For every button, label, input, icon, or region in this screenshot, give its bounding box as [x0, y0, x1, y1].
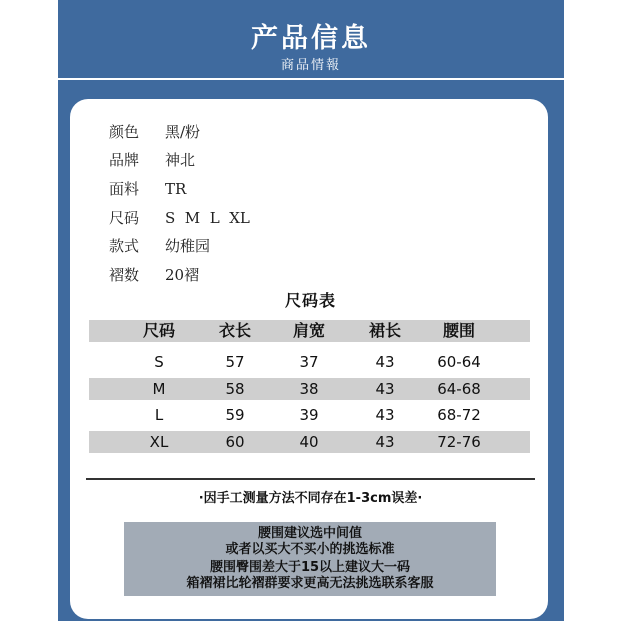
page-subtitle: 商品情報: [280, 58, 341, 73]
table-row: [89, 378, 530, 400]
cell-waist: 72-76: [437, 433, 481, 451]
table-row: [89, 351, 530, 373]
attribute-value: 黑/粉: [165, 123, 201, 141]
cell-skirt-length: 43: [375, 433, 395, 451]
cell-size: M: [152, 380, 166, 398]
size-advice-box: [124, 522, 496, 596]
header-divider: [58, 78, 564, 80]
attribute-label: 款式: [109, 237, 140, 255]
header-cell-skirt-length: 裙长: [368, 321, 401, 340]
advice-line: 或者以买大不买小的挑选标准: [225, 542, 395, 557]
header-cell-size: 尺码: [142, 321, 175, 340]
attribute-label: 颜色: [109, 123, 140, 141]
attribute-value: 幼稚园: [165, 237, 211, 255]
cell-length: 58: [225, 380, 245, 398]
attribute-row-sizes: [109, 207, 250, 228]
page-title: 产品信息: [251, 23, 371, 54]
attribute-row-brand: [109, 149, 195, 170]
attribute-value: 20褶: [165, 266, 200, 284]
attribute-row-color: [109, 121, 200, 142]
attribute-row-fabric: [109, 178, 186, 199]
attribute-label: 品牌: [109, 151, 140, 169]
cell-shoulder: 38: [299, 380, 319, 398]
attribute-label: 褶数: [109, 266, 140, 284]
cell-waist: 64-68: [437, 380, 481, 398]
cell-skirt-length: 43: [375, 353, 395, 371]
cell-skirt-length: 43: [375, 406, 395, 424]
attribute-label: 面料: [109, 180, 140, 198]
advice-line: 腰围臀围差大于15以上建议大一码: [209, 560, 411, 575]
header-cell-waist: 腰围: [442, 321, 475, 340]
cell-length: 60: [225, 433, 245, 451]
attribute-row-pleats: [109, 264, 199, 285]
cell-length: 57: [225, 353, 245, 371]
section-divider: [86, 478, 535, 480]
cell-waist: 60-64: [437, 353, 481, 371]
advice-line: 箱褶裙比轮褶群要求更高无法挑选联系客服: [186, 576, 434, 591]
header-cell-shoulder: 肩宽: [292, 321, 325, 340]
table-row: [89, 431, 530, 453]
cell-size: L: [154, 406, 164, 424]
attribute-value: S M L XL: [165, 209, 250, 227]
cell-shoulder: 40: [299, 433, 319, 451]
header: [58, 0, 564, 80]
size-chart-title: 尺码表: [284, 291, 336, 310]
cell-skirt-length: 43: [375, 380, 395, 398]
attribute-value: TR: [165, 180, 187, 198]
cell-size: XL: [149, 433, 169, 451]
cell-size: S: [154, 353, 164, 371]
attribute-value: 神北: [165, 151, 196, 169]
table-row: [89, 404, 530, 426]
advice-line: 腰围建议选中间值: [257, 526, 362, 541]
cell-shoulder: 37: [299, 353, 319, 371]
size-chart-header-row: [89, 320, 530, 342]
measurement-note: ·因手工测量方法不同存在1-3cm误差·: [198, 491, 423, 506]
attribute-label: 尺码: [109, 209, 140, 227]
cell-length: 59: [225, 406, 245, 424]
attribute-row-style: [109, 235, 210, 256]
cell-waist: 68-72: [437, 406, 481, 424]
cell-shoulder: 39: [299, 406, 319, 424]
header-cell-length: 衣长: [218, 321, 251, 340]
